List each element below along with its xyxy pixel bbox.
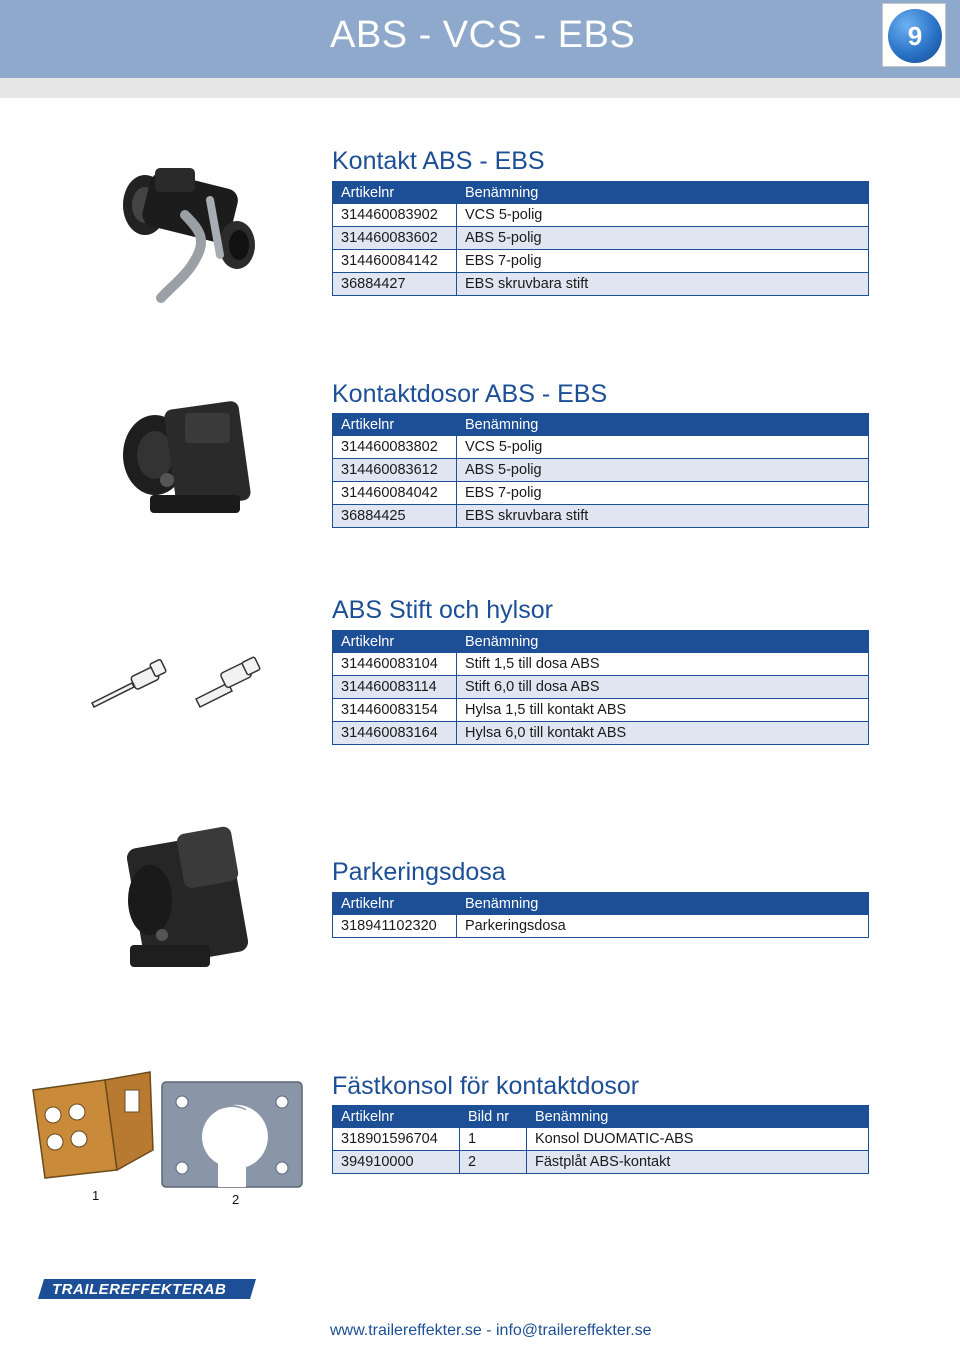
svg-text:TRAILEREFFEKTERAB: TRAILEREFFEKTERAB [52,1281,227,1298]
column-header-artikelnr: Artikelnr [333,893,457,915]
plate-image [160,1080,305,1190]
cell-benamning: EBS skruvbara stift [457,273,869,296]
table-row [333,505,869,528]
table-row [333,227,869,250]
table-row [333,676,869,699]
trailereffekter-logo [38,1278,256,1300]
cell-artikelnr: 314460083802 [333,436,457,459]
cell-artikelnr: 314460084142 [333,250,457,273]
column-header-benamning: Benämning [457,414,869,436]
column-header-bild-nr: Bild nr [460,1106,527,1128]
cell-benamning: Hylsa 1,5 till kontakt ABS [457,699,869,722]
cell-bild-nr: 1 [460,1128,527,1151]
table-row [333,699,869,722]
table-stift-hylsor [332,630,869,745]
cell-artikelnr: 314460083164 [333,722,457,745]
column-header-artikelnr: Artikelnr [333,182,457,204]
image-label-1: 1 [92,1188,100,1203]
cell-artikelnr: 314460083612 [333,459,457,482]
cell-benamning: EBS 7-polig [457,250,869,273]
cell-benamning: EBS skruvbara stift [457,505,869,528]
column-header-benamning: Benämning [527,1106,869,1128]
cell-benamning: ABS 5-polig [457,227,869,250]
page-number: 9 [907,21,923,51]
cell-artikelnr: 36884425 [333,505,457,528]
table-kontakt [332,181,869,296]
table-row [333,1151,869,1174]
table-row [333,250,869,273]
cell-benamning: Konsol DUOMATIC-ABS [527,1128,869,1151]
table-row [333,653,869,676]
table-row [333,273,869,296]
cell-artikelnr: 36884427 [333,273,457,296]
abs-plug-image [115,160,275,310]
table-parkeringsdosa [332,892,869,938]
header-divider [0,78,960,98]
cell-artikelnr: 314460083104 [333,653,457,676]
section-title-fastkonsol: Fästkonsol för kontaktdosor [332,1072,640,1100]
cell-benamning: Hylsa 6,0 till kontakt ABS [457,722,869,745]
column-header-artikelnr: Artikelnr [333,1106,460,1128]
cell-benamning: Stift 1,5 till dosa ABS [457,653,869,676]
cell-artikelnr: 314460084042 [333,482,457,505]
image-label-2: 2 [232,1192,240,1207]
cell-benamning: VCS 5-polig [457,436,869,459]
cell-benamning: EBS 7-polig [457,482,869,505]
table-row [333,915,869,938]
column-header-artikelnr: Artikelnr [333,414,457,436]
cell-benamning: ABS 5-polig [457,459,869,482]
cell-artikelnr: 394910000 [333,1151,460,1174]
column-header-benamning: Benämning [457,182,869,204]
cell-benamning: Fästplåt ABS-kontakt [527,1151,869,1174]
table-kontaktdosor [332,413,869,528]
cell-bild-nr: 2 [460,1151,527,1174]
cell-benamning: VCS 5-polig [457,204,869,227]
parking-socket-image [110,825,260,975]
table-row [333,459,869,482]
table-row [333,436,869,459]
table-fastkonsol [332,1105,869,1174]
column-header-artikelnr: Artikelnr [333,631,457,653]
footer-contact-link[interactable]: www.trailereffekter.se - info@trailereffekter.se [330,1322,652,1339]
table-row [333,482,869,505]
pins-sleeves-image [88,655,268,710]
cell-artikelnr: 314460083114 [333,676,457,699]
cell-benamning: Stift 6,0 till dosa ABS [457,676,869,699]
cell-artikelnr: 318901596704 [333,1128,460,1151]
cell-artikelnr: 314460083154 [333,699,457,722]
section-title-stift-hylsor: ABS Stift och hylsor [332,596,553,624]
cell-artikelnr: 318941102320 [333,915,457,938]
cell-artikelnr: 314460083902 [333,204,457,227]
cell-artikelnr: 314460083602 [333,227,457,250]
cell-benamning: Parkeringsdosa [457,915,869,938]
section-title-parkeringsdosa: Parkeringsdosa [332,858,506,886]
table-row [333,204,869,227]
column-header-benamning: Benämning [457,631,869,653]
section-title-kontakt: Kontakt ABS - EBS [332,147,545,175]
section-title-kontaktdosor: Kontaktdosor ABS - EBS [332,380,608,408]
abs-socket-image [115,395,265,530]
page-title: ABS - VCS - EBS [330,14,636,56]
page-number-badge [882,3,946,67]
table-row [333,1128,869,1151]
table-row [333,722,869,745]
bracket-image [25,1070,155,1180]
column-header-benamning: Benämning [457,893,869,915]
